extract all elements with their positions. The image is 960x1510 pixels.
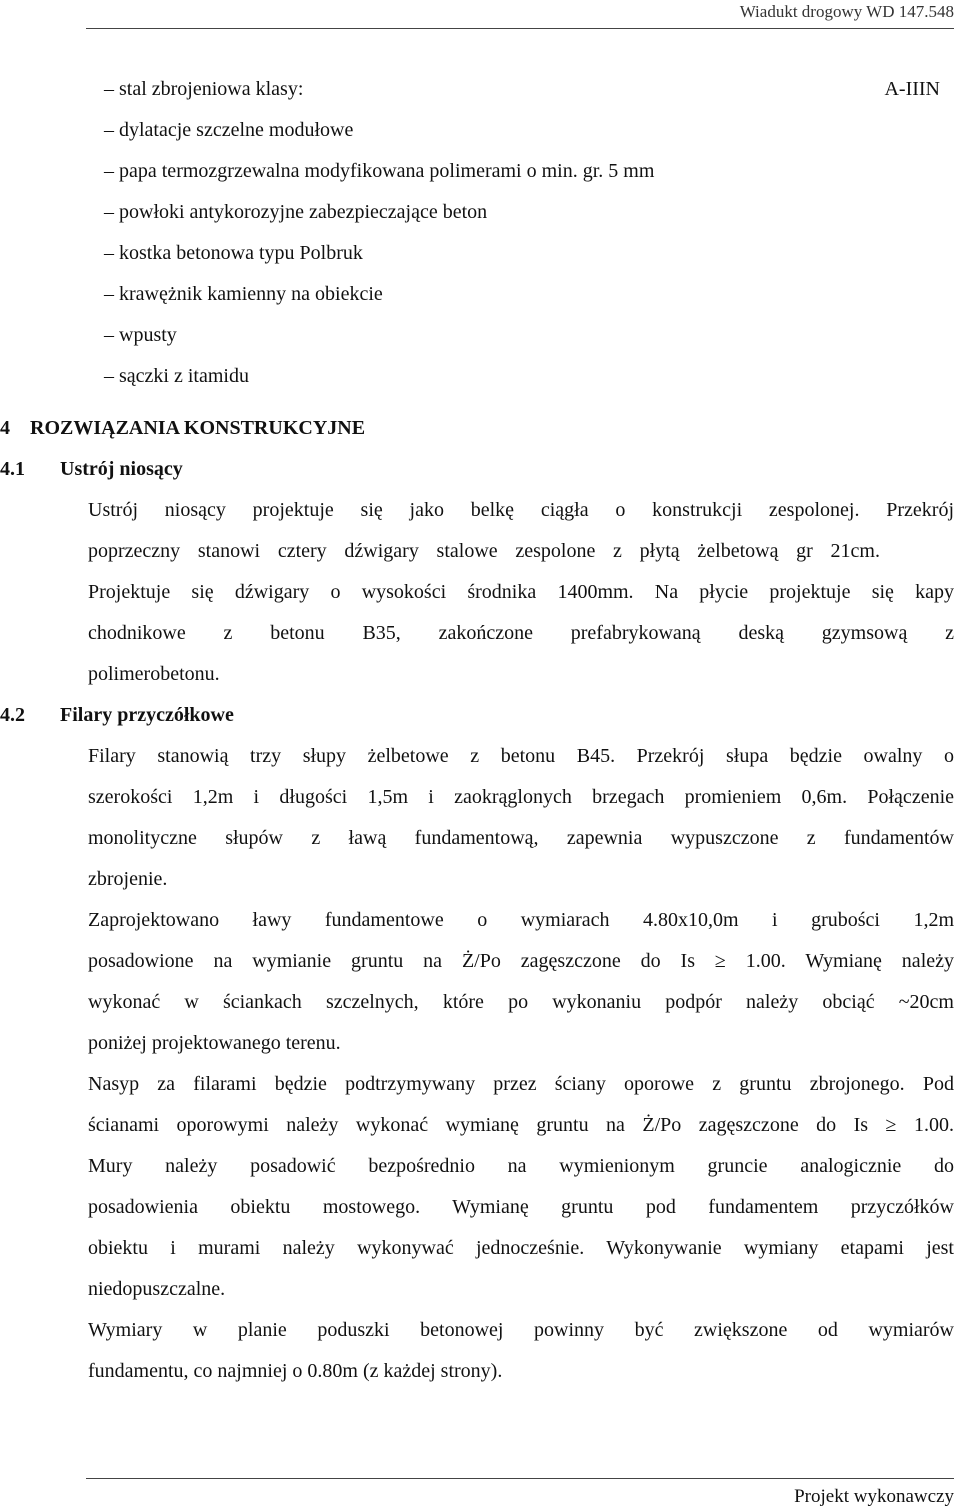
paragraph-line: zbrojenie. <box>88 868 168 890</box>
list-item-text: – sączki z itamidu <box>104 365 249 387</box>
section-title: Ustrój niosący <box>60 458 183 480</box>
paragraph-line: obiektu i murami należy wykonywać jednocześnie. Wykonywanie wymiany etapami jest <box>88 1237 954 1259</box>
section-title: Filary przyczółkowe <box>60 704 234 726</box>
list-item <box>104 159 940 183</box>
list-item-text: – dylatacje szczelne modułowe <box>104 119 354 141</box>
paragraph-line: wykonać w ściankach szczelnych, które po wykonaniu podpór należy obciąć ~20cm <box>88 991 954 1013</box>
section-number: 4.1 <box>0 458 25 480</box>
list-item <box>104 200 940 224</box>
footer-rule <box>86 1478 954 1479</box>
list-item <box>104 282 940 306</box>
section-number: 4.2 <box>0 704 25 726</box>
paragraph-line: szerokości 1,2m i długości 1,5m i zaokrąglonych brzegach promieniem 0,6m. Połączenie <box>88 786 954 808</box>
section-title: ROZWIĄZANIA KONSTRUKCYJNE <box>30 417 366 439</box>
list-item-text: – stal zbrojeniowa klasy: <box>104 78 304 100</box>
list-item <box>104 241 940 265</box>
paragraph-line: Projektuje się dźwigary o wysokości środnika 1400mm. Na płycie projektuje się kapy <box>88 581 954 603</box>
list-item <box>104 364 940 388</box>
paragraph-line: Filary stanowią trzy słupy żelbetowe z betonu B45. Przekrój słupa będzie owalny o <box>88 745 954 767</box>
paragraph-line: Zaprojektowano ławy fundamentowe o wymiarach 4.80x10,0m i grubości 1,2m <box>88 909 954 931</box>
list-item <box>104 118 940 142</box>
paragraph-line: Wymiary w planie poduszki betonowej powinny być zwiększone od wymiarów <box>88 1319 954 1341</box>
running-footer: Projekt wykonawczy <box>794 1486 954 1507</box>
paragraph-line: chodnikowe z betonu B35, zakończone prefabrykowaną deską gzymsową z <box>88 622 954 644</box>
paragraph-line: Mury należy posadowić bezpośrednio na wymienionym gruncie analogicznie do <box>88 1155 954 1177</box>
paragraph-line: poprzeczny stanowi cztery dźwigary stalowe zespolone z płytą żelbetową gr 21cm. <box>88 540 880 562</box>
list-item-text: – papa termozgrzewalna modyfikowana polimerami o min. gr. 5 mm <box>104 160 655 182</box>
paragraph-line: ścianami oporowymi należy wykonać wymianę gruntu na Ż/Po zagęszczone do Is ≥ 1.00. <box>88 1114 954 1136</box>
list-item-text: – powłoki antykorozyjne zabezpieczające beton <box>104 201 488 223</box>
paragraph-line: monolityczne słupów z ławą fundamentową, zapewnia wypuszczone z fundamentów <box>88 827 954 849</box>
list-item-text: – wpusty <box>104 324 177 346</box>
list-item-value: A-IIIN <box>884 78 940 100</box>
header-rule <box>86 28 954 29</box>
paragraph-line: Ustrój niosący projektuje się jako belkę ciągła o konstrukcji zespolonej. Przekrój <box>88 499 954 521</box>
paragraph-line: Nasyp za filarami będzie podtrzymywany przez ściany oporowe z gruntu zbrojonego. Pod <box>88 1073 954 1095</box>
list-item-text: – krawężnik kamienny na obiekcie <box>104 283 383 305</box>
running-header: Wiadukt drogowy WD 147.548 <box>739 2 954 21</box>
list-item <box>104 323 940 347</box>
section-number: 4 <box>0 417 10 439</box>
paragraph-line: fundamentu, co najmniej o 0.80m (z każdej strony). <box>88 1360 503 1382</box>
paragraph-line: polimerobetonu. <box>88 663 220 685</box>
paragraph-line: posadowienia obiektu mostowego. Wymianę gruntu pod fundamentem przyczółków <box>88 1196 954 1218</box>
list-item <box>104 77 940 101</box>
paragraph-line: poniżej projektowanego terenu. <box>88 1032 341 1054</box>
paragraph-line: posadowione na wymianie gruntu na Ż/Po zagęszczone do Is ≥ 1.00. Wymianę należy <box>88 950 954 972</box>
list-item-text: – kostka betonowa typu Polbruk <box>104 242 363 264</box>
paragraph-line: niedopuszczalne. <box>88 1278 226 1300</box>
